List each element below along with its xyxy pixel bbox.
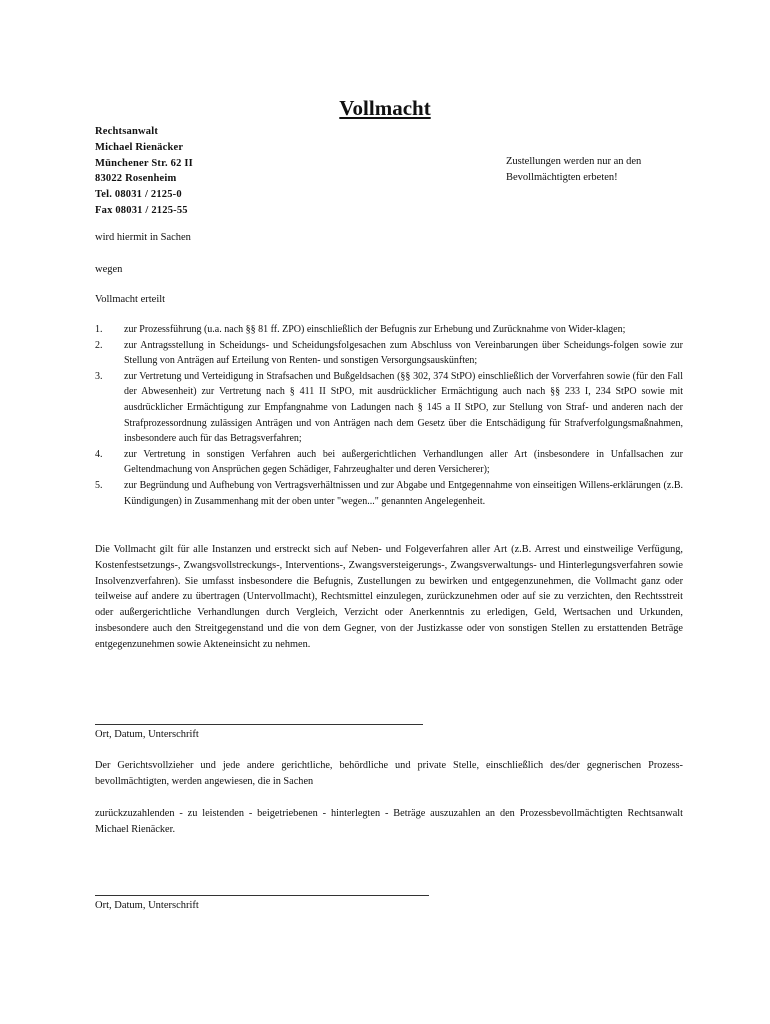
signature-line <box>95 895 429 896</box>
list-item-number: 3. <box>95 370 103 382</box>
powers-list <box>95 322 683 509</box>
list-item <box>95 447 683 478</box>
sender-line: Münchener Str. 62 II <box>95 157 193 169</box>
list-item-number: 4. <box>95 448 103 460</box>
list-item-text: zur Begründung und Aufhebung von Vertragsverhältnissen und zur Abgabe und Entgegennahme von einseitigen Willens-erklärungen (z.B. Kündigungen) in Zusammenhang mit der oben unter "wegen..." genannten Angelegenheit. <box>124 479 683 507</box>
signature-label: Ort, Datum, Unterschrift <box>95 900 199 911</box>
scope-paragraph: Die Vollmacht gilt für alle Instanzen und erstreckt sich auf Neben- und Folgeverfahren aller Art (z.B. Arrest und einstweilige Verfügung, Kostenfestsetzungs-, Zwangsvollstreckungs-, Interventions-, Zwangsversteigerungs-, Zwangsverwaltungs- und Hinterlegungsverfahren sowie Insolvenzverfahren). Sie umfasst insbesondere die Befugnis, Zustellungen zu bewirken und entgegenzunehmen, die Vollmacht ganz oder teilweise auf andere zu übertragen (Untervollmacht), Rechtsmittel einzulegen, zurückzunehmen oder auf sie zu verzichten, den Rechtsstreit oder außergerichtliche Verhandlungen durch Vergleich, Verzicht oder Anerkenntnis zu erledigen, Geld, Wertsachen und Urkunden, insbesondere auch den Streitgegenstand und die von dem Gegner, von der Justizkasse oder von sonstigen Stellen zu erstattenden Beträge entgegenzunehmen sowie Akteneinsicht zu nehmen. <box>95 544 683 650</box>
notice-line: Zustellungen werden nur an den <box>506 156 642 167</box>
list-item-number: 1. <box>95 324 103 335</box>
sender-line: Rechtsanwalt <box>95 126 159 137</box>
list-item-text: zur Vertretung und Verteidigung in Strafsachen und Bußgeldsachen (§§ 302, 374 StPO) einschließlich der Vorverfahren sowie (für den Fall der Abwesenheit) zur Vertretung nach § 411 II StPO, mit ausdrücklicher Ermächtigung auch nach §§ 233 I, 234 StPO sowie mit ausdrücklicher Ermächtigung zur Empfangnahme von Ladungen nach § 145 a II StPO, zur Stellung von Straf- und anderen nach der Strafprozessordnung zulässigen Anträgen und von Anträgen nach dem Gesetz über die Entschädigung für Strafverfolgungsmaßnahmen, insbesondere auch für das Betragsverfahren; <box>124 370 683 445</box>
signature-line <box>95 724 423 725</box>
subject-line: wegen <box>95 264 123 275</box>
list-item-text: zur Vertretung in sonstigen Verfahren auch bei außergerichtlichen Verhandlungen aller Art (insbesondere in Unfallsachen zur Geltendmachung von Ansprüchen gegen Schädiger, Fahrzeughalter und deren Versicherer); <box>124 448 683 476</box>
sender-address <box>95 124 193 219</box>
instruction-paragraph: Der Gerichtsvollzieher und jede andere gerichtliche, behördliche und private Stelle, einschließlich des/der gegnerischen Prozess-bevollmächtigten, werden angewiesen, die in Sachen <box>95 760 683 787</box>
list-item <box>95 369 683 447</box>
sender-line: Michael Rienäcker <box>95 141 184 153</box>
sender-line: Tel. 08031 / 2125-0 <box>95 189 182 201</box>
list-item-number: 5. <box>95 479 103 491</box>
matter-line: wird hiermit in Sachen <box>95 232 191 243</box>
list-item <box>95 322 683 338</box>
signature-label: Ort, Datum, Unterschrift <box>95 729 199 740</box>
granted-line: Vollmacht erteilt <box>95 294 166 305</box>
list-item-number: 2. <box>95 339 103 351</box>
document-title: Vollmacht <box>339 96 431 120</box>
notice-line: Bevollmächtigten erbeten! <box>506 171 618 183</box>
delivery-notice <box>506 154 641 186</box>
list-item <box>95 338 683 369</box>
list-item <box>95 478 683 509</box>
list-item-text: zur Antragsstellung in Scheidungs- und Scheidungsfolgesachen zum Abschluss von Vereinbarungen über Scheidungs-folgen sowie zur Stellung von Anträgen auf Erteilung von Renten- und sonstigen Versorgungsauskünften; <box>124 339 683 367</box>
payment-paragraph: zurückzuzahlenden - zu leistenden - beigetriebenen - hinterlegten - Beträge auszuzahlen an den Prozessbevollmächtigten Rechtsanwalt Michael Rienäcker. <box>95 808 683 835</box>
sender-line: 83022 Rosenheim <box>95 173 177 185</box>
list-item-text: zur Prozessführung (u.a. nach §§ 81 ff. ZPO) einschließlich der Befugnis zur Erhebung und Zurücknahme von Wider-klagen; <box>124 324 626 335</box>
sender-line: Fax 08031 / 2125-55 <box>95 204 188 216</box>
